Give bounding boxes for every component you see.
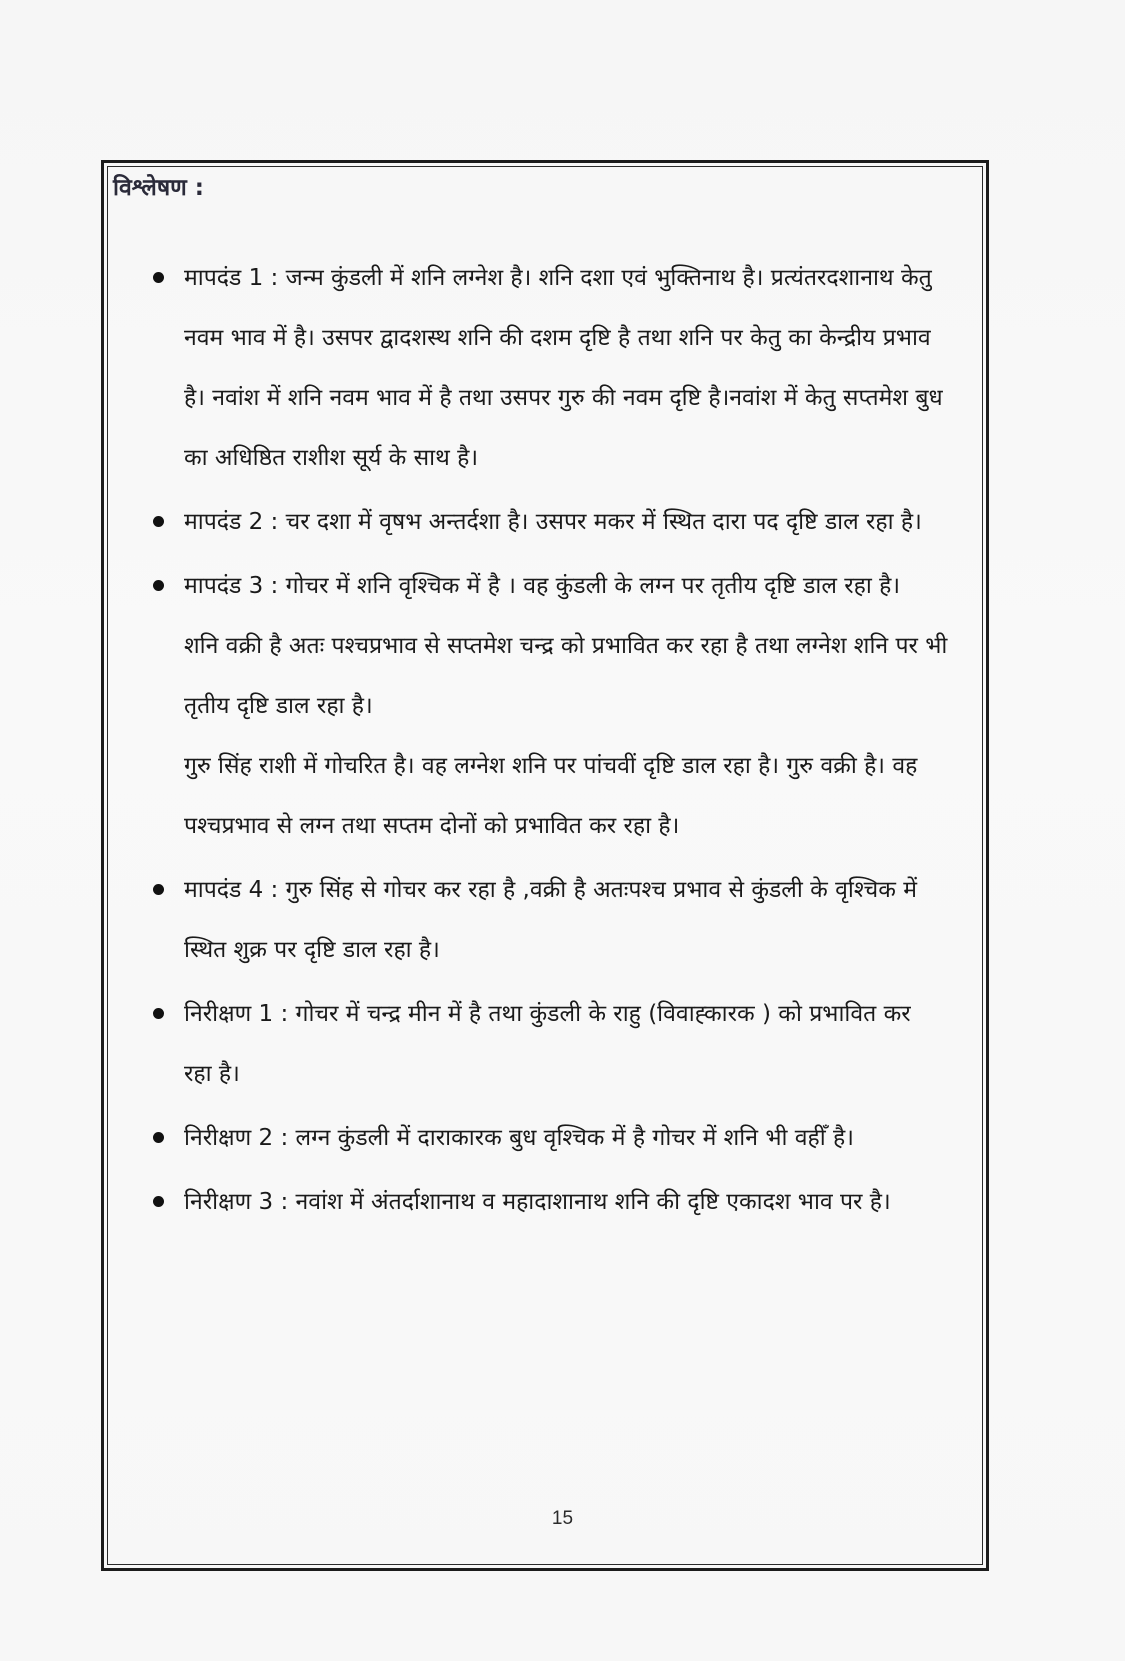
list-item bbox=[150, 860, 978, 980]
list-item bbox=[150, 1172, 978, 1232]
text-line: रहा है। bbox=[184, 1061, 240, 1087]
bullet-icon bbox=[153, 580, 164, 591]
list-item bbox=[150, 984, 978, 1104]
bullet-icon bbox=[153, 1008, 164, 1019]
text-line: शनि वक्री है अतः पश्चप्रभाव से सप्तमेश चन्द्र को प्रभावित कर रहा है तथा लग्नेश शनि पर भी bbox=[184, 633, 948, 659]
list-item bbox=[150, 1108, 978, 1168]
text-line: मापदंड 4 : गुरु सिंह से गोचर कर रहा है ,वक्री है अतःपश्च प्रभाव से कुंडली के वृश्चिक में bbox=[184, 877, 918, 903]
text-line: मापदंड 2 : चर दशा में वृषभ अन्तर्दशा है। उसपर मकर में स्थित दारा पद दृष्टि डाल रहा है। bbox=[184, 509, 922, 535]
bullet-icon bbox=[153, 1132, 164, 1143]
analysis-list bbox=[150, 248, 978, 1236]
text-line: पश्चप्रभाव से लग्न तथा सप्तम दोनों को प्रभावित कर रहा है। bbox=[184, 813, 680, 839]
text-line: मापदंड 3 : गोचर में शनि वृश्चिक में है । वह कुंडली के लग्न पर तृतीय दृष्टि डाल रहा है। bbox=[184, 573, 901, 599]
list-item bbox=[150, 492, 978, 552]
text-line: नवम भाव में है। उसपर द्वादशस्थ शनि की दशम दृष्टि है तथा शनि पर केतु का केन्द्रीय प्रभाव bbox=[184, 325, 931, 351]
text-line: गुरु सिंह राशी में गोचरित है। वह लग्नेश शनि पर पांचवीं दृष्टि डाल रहा है। गुरु वक्री है। वह bbox=[184, 753, 918, 779]
bullet-icon bbox=[153, 884, 164, 895]
page-number: 15 bbox=[551, 1508, 574, 1529]
text-line: निरीक्षण 1 : गोचर में चन्द्र मीन में है तथा कुंडली के राहु (विवाह्कारक ) को प्रभावित कर bbox=[184, 1001, 911, 1027]
text-line: निरीक्षण 2 : लग्न कुंडली में दाराकारक बुध वृश्चिक में है गोचर में शनि भी वहीँ है। bbox=[184, 1125, 854, 1151]
section-heading: विश्लेषण : bbox=[113, 175, 204, 201]
text-line: का अधिष्ठित राशीश सूर्य के साथ है। bbox=[184, 445, 479, 471]
list-item bbox=[150, 248, 978, 488]
text-line: है। नवांश में शनि नवम भाव में है तथा उसपर गुरु की नवम दृष्टि है।नवांश में केतु सप्तमेश बुध bbox=[184, 385, 943, 411]
list-item bbox=[150, 556, 978, 856]
bullet-icon bbox=[153, 516, 164, 527]
bullet-icon bbox=[153, 272, 164, 283]
text-line: तृतीय दृष्टि डाल रहा है। bbox=[184, 693, 373, 719]
text-line: निरीक्षण 3 : नवांश में अंतर्दाशानाथ व महादाशानाथ शनि की दृष्टि एकादश भाव पर है। bbox=[184, 1189, 891, 1215]
text-line: स्थित शुक्र पर दृष्टि डाल रहा है। bbox=[184, 937, 440, 963]
bullet-icon bbox=[153, 1196, 164, 1207]
text-line: मापदंड 1 : जन्म कुंडली में शनि लग्नेश है। शनि दशा एवं भुक्तिनाथ है। प्रत्यंतरदशानाथ केतु bbox=[184, 265, 932, 291]
